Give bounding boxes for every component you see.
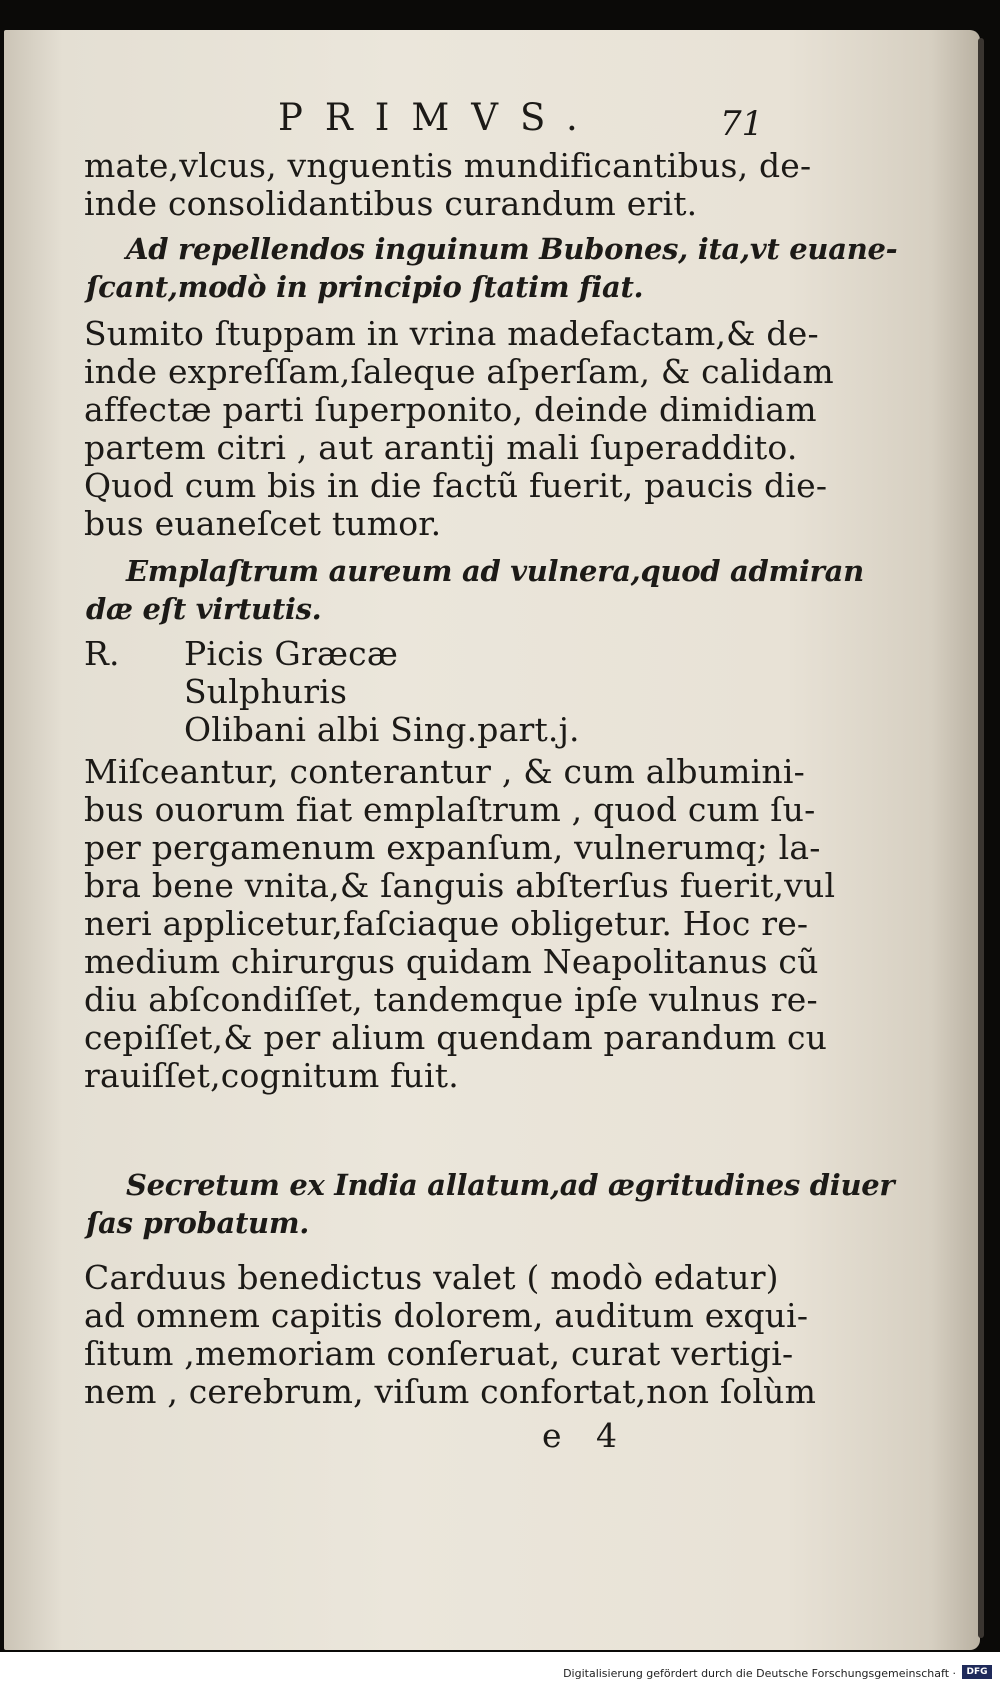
text-line: cepiſſet,& per alium quendam parandum cu bbox=[84, 1018, 828, 1057]
text-line: diu abſcondiſſet, tandemque ipſe vulnus re- bbox=[84, 980, 818, 1019]
footer-credit: Digitalisierung gefördert durch die Deutsche Forschungsgemeinschaft · bbox=[563, 1667, 956, 1680]
page-number: 71 bbox=[720, 104, 764, 144]
section-heading: ſcant,modò in principio ſtatim fiat. bbox=[86, 270, 644, 304]
text-line: inde consolidantibus curandum erit. bbox=[84, 184, 698, 223]
signature-mark: e 4 bbox=[542, 1416, 630, 1455]
section-heading: ſas probatum. bbox=[86, 1206, 310, 1240]
text-line: bus euaneſcet tumor. bbox=[84, 504, 442, 543]
text-line: mate,vlcus, vnguentis mundificantibus, de- bbox=[84, 146, 812, 185]
recipe-label: R. bbox=[84, 634, 120, 673]
text-line: inde expreſſam,ſaleque aſperſam, & calidam bbox=[84, 352, 834, 391]
recipe-item: Sulphuris bbox=[184, 672, 348, 711]
text-line: affectæ parti ſuperponito, deinde dimidiam bbox=[84, 390, 817, 429]
section-heading: dæ eſt virtutis. bbox=[86, 592, 322, 626]
text-line: rauiſſet,cognitum fuit. bbox=[84, 1056, 459, 1095]
recipe-item: Olibani albi Sing.part.j. bbox=[184, 710, 580, 749]
text-line: bra bene vnita,& ſanguis abſterſus fuerit,vul bbox=[84, 866, 836, 905]
text-line: Miſceantur, conterantur , & cum albumini- bbox=[84, 752, 805, 791]
text-line: Sumito ſtuppam in vrina madefactam,& de- bbox=[84, 314, 819, 353]
section-heading: Secretum ex India allatum,ad ægritudines diuer bbox=[126, 1168, 895, 1202]
section-heading: Emplaſtrum aureum ad vulnera,quod admiran bbox=[126, 554, 864, 588]
page-edge bbox=[978, 38, 984, 1638]
text-line: partem citri , aut arantij mali ſuperaddito. bbox=[84, 428, 798, 467]
text-line: Quod cum bis in die factũ fuerit, paucis die- bbox=[84, 466, 828, 505]
dfg-logo-icon: DFG bbox=[962, 1665, 992, 1679]
recipe-item: Picis Græcæ bbox=[184, 634, 399, 673]
text-line: ſitum ,memoriam conſeruat, curat vertigi- bbox=[84, 1334, 794, 1373]
running-title: PRIMVS. bbox=[278, 96, 600, 139]
text-line: ad omnem capitis dolorem, auditum exqui- bbox=[84, 1296, 809, 1335]
text-line: per pergamenum expanſum, vulnerumq; la- bbox=[84, 828, 821, 867]
text-line: bus ouorum fiat emplaſtrum , quod cum ſu- bbox=[84, 790, 816, 829]
text-line: medium chirurgus quidam Neapolitanus cũ bbox=[84, 942, 819, 981]
section-heading: Ad repellendos inguinum Bubones, ita,vt euane- bbox=[126, 232, 898, 266]
text-line: nem , cerebrum, viſum confortat,non ſolùm bbox=[84, 1372, 817, 1411]
text-line: neri applicetur,faſciaque obligetur. Hoc re- bbox=[84, 904, 809, 943]
text-line: Carduus benedictus valet ( modò edatur) bbox=[84, 1258, 779, 1297]
